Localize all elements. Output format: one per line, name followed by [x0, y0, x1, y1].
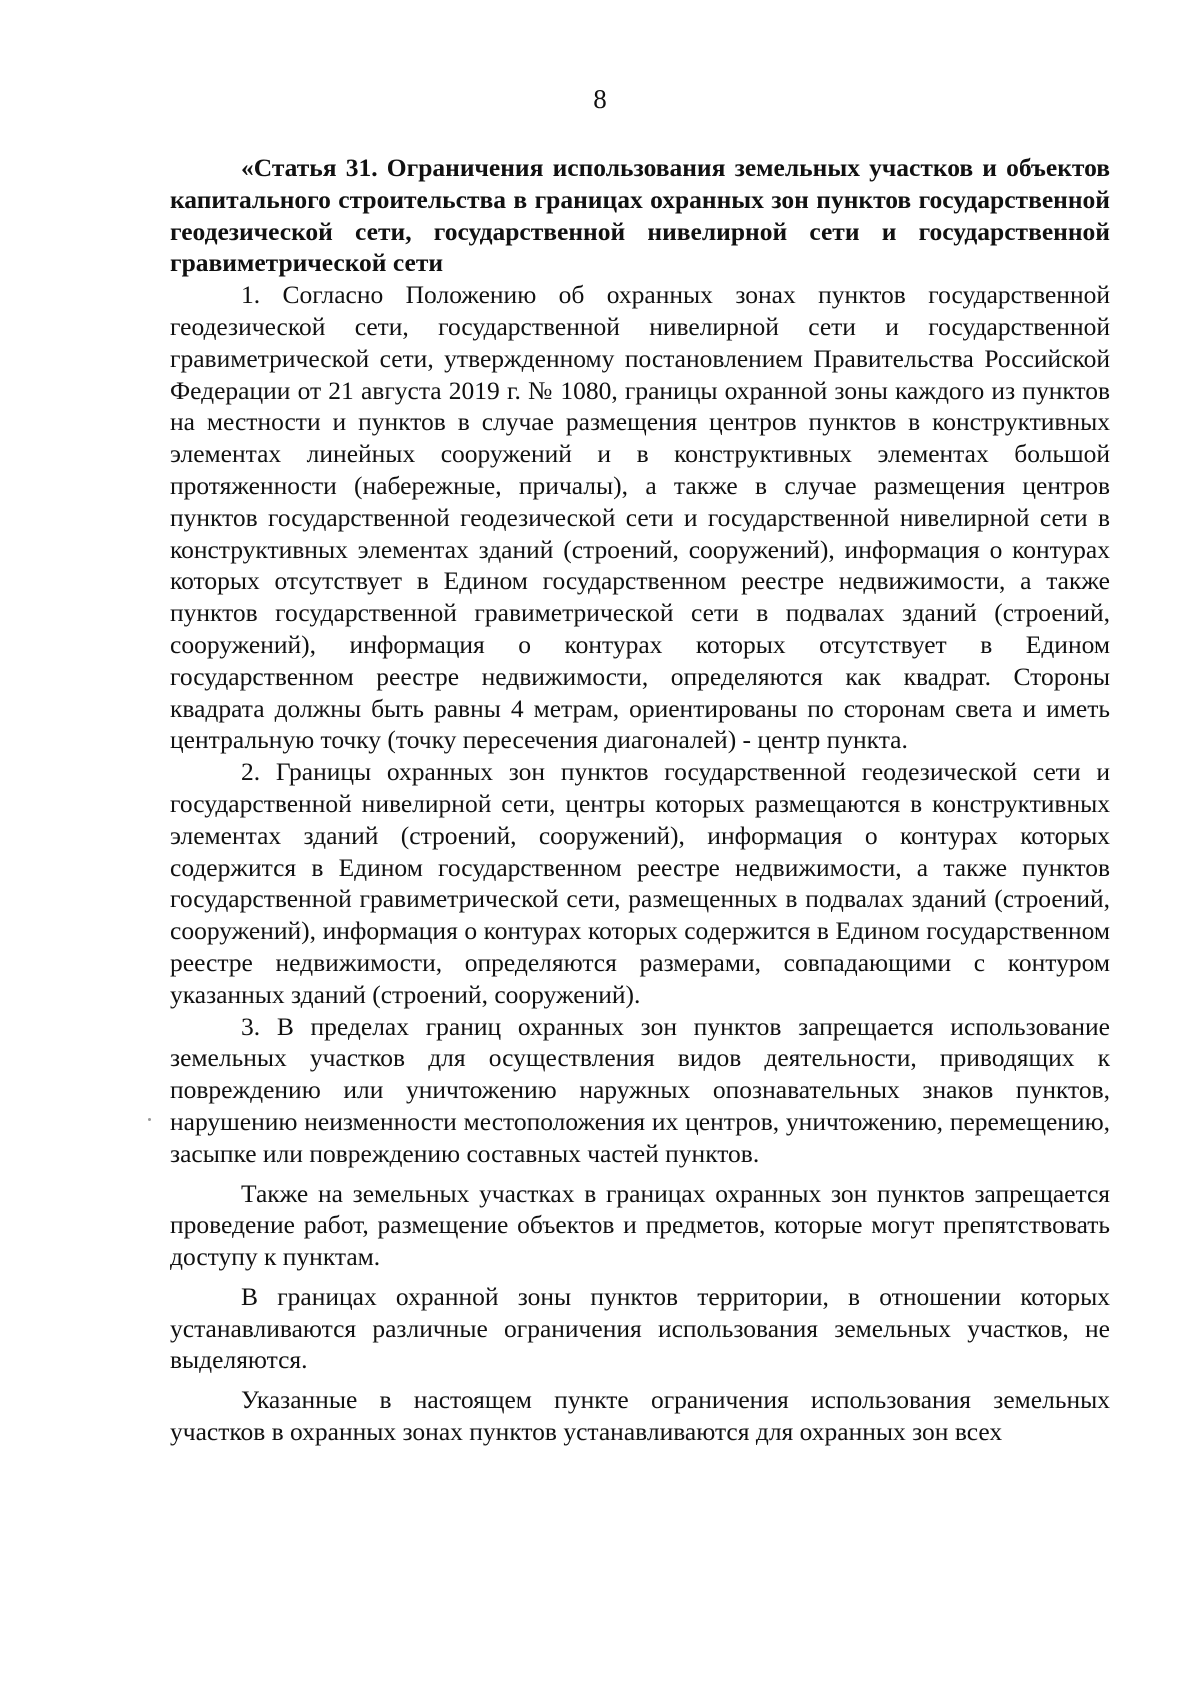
- article-title: «Статья 31. Ограничения использования земельных участков и объектов капитального строительства в границах охранных зон пунктов государственной геодезической сети, государственной нивелирной сети и государственной гравиметрической сети: [170, 153, 1110, 278]
- document-body: [170, 152, 1110, 1448]
- paragraph-1: 1. Согласно Положению об охранных зонах пунктов государственной геодезической сети, государственной нивелирной сети и государственной гравиметрической сети, утвержденному постановлением Правительства Российской Федерации от 21 августа 2019 г. № 1080, границы охранной зоны каждого из пунктов на местности и пунктов в случае размещения центров пунктов в конструктивных элементах линейных сооружений и в конструктивных элементах большой протяженности (набережные, причалы), а также в случае размещения центров пунктов государственной геодезической сети и государственной нивелирной сети в конструктивных элементах зданий (строений, сооружений), информация о контурах которых отсутствует в Едином государственном реестре недвижимости, а также пунктов государственной гравиметрической сети в подвалах зданий (строений, сооружений), информация о контурах которых отсутствует в Едином государственном реестре недвижимости, определяются как квадрат. Стороны квадрата должны быть равны 4 метрам, ориентированы по сторонам света и иметь центральную точку (точку пересечения диагоналей) - центр пункта.: [170, 280, 1110, 755]
- paragraph-3-continuation-territories: В границах охранной зоны пунктов территории, в отношении которых устанавливаются различные ограничения использования земельных участков, не выделяются.: [170, 1281, 1110, 1375]
- paragraph-2: 2. Границы охранных зон пунктов государственной геодезической сети и государственной нивелирной сети, центры которых размещаются в конструктивных элементах зданий (строений, сооружений), информация о контурах которых содержится в Едином государственном реестре недвижимости, а также пунктов государственной гравиметрической сети, размещенных в подвалах зданий (строений, сооружений), информация о контурах которых содержится в Едином государственном реестре недвижимости, определяются размерами, совпадающими с контуром указанных зданий (строений, сооружений).: [170, 757, 1110, 1009]
- paragraph-3-continuation-access: Также на земельных участках в границах охранных зон пунктов запрещается проведение работ, размещение объектов и предметов, которые могут препятствовать доступу к пунктам.: [170, 1178, 1110, 1272]
- paragraph-3-continuation-applicability: Указанные в настоящем пункте ограничения использования земельных участков в охранных зонах пунктов устанавливаются для охранных зон всех: [170, 1385, 1110, 1447]
- scan-dust-mark: [148, 1118, 151, 1121]
- paragraph-3: 3. В пределах границ охранных зон пунктов запрещается использование земельных участков для осуществления видов деятельности, приводящих к повреждению или уничтожению наружных опознавательных знаков пунктов, нарушению неизменности местоположения их центров, уничтожению, перемещению, засыпке или повреждению составных частей пунктов.: [170, 1011, 1110, 1168]
- page-number: 8: [593, 84, 607, 114]
